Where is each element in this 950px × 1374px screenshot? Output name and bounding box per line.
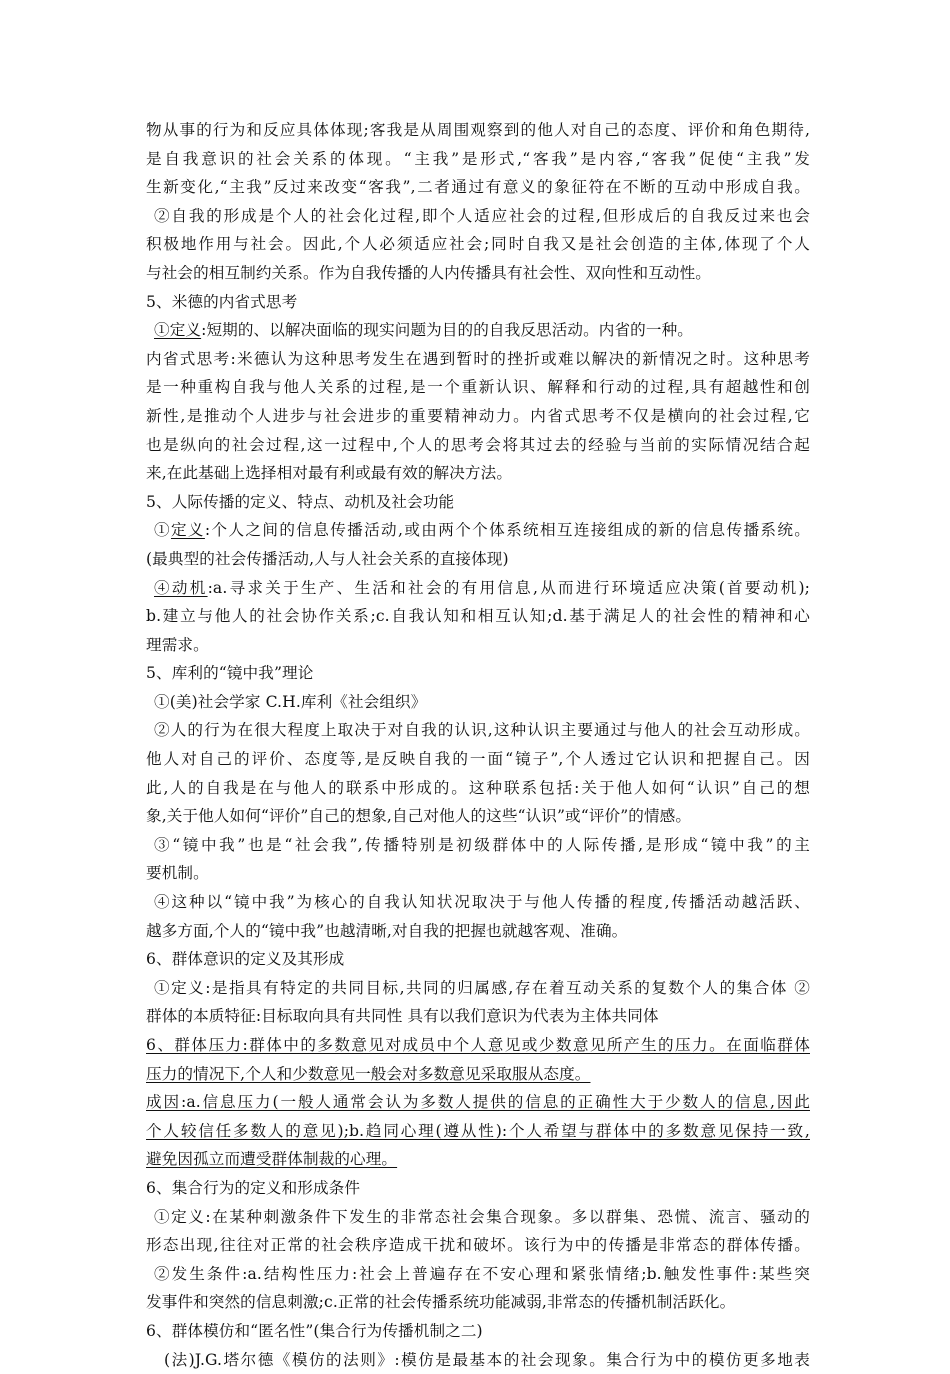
definition-label: 定义 — [170, 521, 205, 540]
paragraph-line: 群体的本质特征:目标取向具有共同性 具有以我们意识为代表为主体共同体 — [146, 1007, 659, 1026]
section-heading: 5、人际传播的定义、特点、动机及社会功能 — [146, 492, 455, 511]
paragraph-line: 物从事的行为和反应具体体现;客我是从周围观察到的他人对自己的态度、评价和角色期待, — [146, 121, 810, 139]
paragraph-line: ④这种以“镜中我”为核心的自我认知状况取决于与他人传播的程度,传播活动越活跃、 — [154, 893, 810, 912]
section-heading: 6、集合行为的定义和形成条件 — [146, 1178, 361, 1197]
definition-label: ④动机 — [154, 578, 208, 597]
document-page — [146, 116, 810, 1374]
paragraph-line: 内省式思考:米德认为这种思考发生在遇到暂时的挫折或难以解决的新情况之时。这种思考 — [146, 349, 810, 368]
underlined-line: 成因:a.信息压力(一般人通常会认为多数人提供的信息的正确性大于少数人的信息,因此 — [146, 1093, 810, 1112]
paragraph-line: 积极地作用与社会。因此,个人必须适应社会;同时自我又是社会创造的主体,体现了个人 — [146, 235, 810, 254]
underlined-line: 6、群体压力:群体中的多数意见对成员中个人意见或少数意见所产生的压力。在面临群体 — [146, 1036, 810, 1054]
paragraph-line: 理需求。 — [146, 635, 209, 654]
section-heading: 6、群体意识的定义及其形成 — [146, 950, 345, 969]
section-heading: 6、群体模仿和“匿名性”(集合行为传播机制之二) — [146, 1321, 483, 1340]
paragraph-line: 与社会的相互制约关系。作为自我传播的人内传播具有社会性、双向性和互动性。 — [146, 263, 711, 282]
definition-text: :短期的、以解决面临的现实问题为目的的自我反思活动。内省的一种。 — [201, 321, 693, 340]
paragraph-line: 新性,是推动个人进步与社会进步的重要精神动力。内省式思考不仅是横向的社会过程,它 — [146, 406, 810, 425]
definition-line — [146, 516, 810, 545]
paragraph-line: ③“镜中我”也是“社会我”,传播特别是初级群体中的人际传播,是形成“镜中我”的主 — [154, 835, 810, 854]
paragraph-line: ②发生条件:a.结构性压力:社会上普遍存在不安心理和紧张情绪;b.触发性事件:某些突 — [154, 1264, 810, 1283]
paragraph-line: ②人的行为在很大程度上取决于对自我的认识,这种认识主要通过与他人的社会互动形成。 — [154, 721, 810, 740]
paragraph-line: (法)J.G.塔尔德《模仿的法则》:模仿是最基本的社会现象。集合行为中的模仿更多地表 — [164, 1350, 810, 1369]
definition-text: :个人之间的信息传播活动,或由两个个体系统相互连接组成的新的信息传播系统。 — [204, 521, 811, 540]
paragraph-line: 也是纵向的社会过程,这一过程中,个人的思考会将其过去的经验与当前的实际情况结合起 — [146, 435, 810, 454]
paragraph-line: 来,在此基础上选择相对最有利或最有效的解决方法。 — [146, 464, 513, 483]
paragraph-line: 他人对自己的评价、态度等,是反映自我的一面“镜子”,个人透过它认识和把握自己。因 — [146, 750, 810, 769]
paragraph-line: 象,关于他人如何“评价”自己的想象,自己对他人的这些“认识”或“评价”的情感。 — [146, 807, 692, 826]
paragraph-line: ①定义:是指具有特定的共同目标,共同的归属感,存在着互动关系的复数个人的集合体 ② — [154, 978, 810, 997]
paragraph-line: 越多方面,个人的“镜中我”也越清晰,对自我的把握也就越客观、准确。 — [146, 921, 628, 940]
section-heading: 5、米德的内省式思考 — [146, 292, 298, 311]
paragraph-line: ②自我的形成是个人的社会化过程,即个人适应社会的过程,但形成后的自我反过来也会 — [154, 206, 810, 225]
paragraph-line: b.建立与他人的社会协作关系;c.自我认知和相互认知;d.基于满足人的社会性的精神和心 — [146, 607, 810, 626]
paragraph-line: 要机制。 — [146, 864, 209, 883]
paragraph-line: 是一种重构自我与他人关系的过程,是一个重新认识、解释和行动的过程,具有超越性和创 — [146, 378, 810, 397]
definition-label: ①定义 — [154, 321, 202, 340]
paragraph-line: ①(美)社会学家 C.H.库利《社会组织》 — [154, 692, 427, 711]
section-heading: 5、库利的“镜中我”理论 — [146, 664, 314, 683]
definition-line — [146, 574, 810, 603]
paragraph-line: 此,人的自我是在与他人的联系中形成的。这种联系包括:关于他人如何“认识”自己的想 — [146, 778, 810, 797]
paragraph-line: 形态出现,往往对正常的社会秩序造成干扰和破坏。该行为中的传播是非常态的群体传播。 — [146, 1236, 810, 1255]
definition-line — [146, 316, 810, 345]
underlined-line: 避免因孤立而遭受群体制裁的心理。 — [146, 1150, 398, 1169]
paragraph-line: 是自我意识的社会关系的体现。“主我”是形式,“客我”是内容,“客我”促使“主我”发 — [146, 149, 810, 168]
paragraph-line: 发事件和突然的信息刺激;c.正常的社会传播系统功能减弱,非常态的传播机制活跃化。 — [146, 1293, 736, 1312]
underlined-line: 压力的情况下,个人和少数意见一般会对多数意见采取服从态度。 — [146, 1064, 591, 1083]
definition-text: :a.寻求关于生产、生活和社会的有用信息,从而进行环境适应决策(首要动机); — [207, 578, 810, 597]
paragraph-line: 生新变化,“主我”反过来改变“客我”,二者通过有意义的象征符在不断的互动中形成自我。 — [146, 178, 810, 197]
list-marker: ① — [154, 521, 171, 540]
paragraph-line: (最典型的社会传播活动,人与人社会关系的直接体现) — [146, 549, 509, 568]
paragraph-line: ①定义:在某种刺激条件下发生的非常态社会集合现象。多以群集、恐慌、流言、骚动的 — [154, 1207, 810, 1226]
underlined-line: 个人较信任多数人的意见);b.趋同心理(遵从性):个人希望与群体中的多数意见保持一致, — [146, 1121, 810, 1140]
